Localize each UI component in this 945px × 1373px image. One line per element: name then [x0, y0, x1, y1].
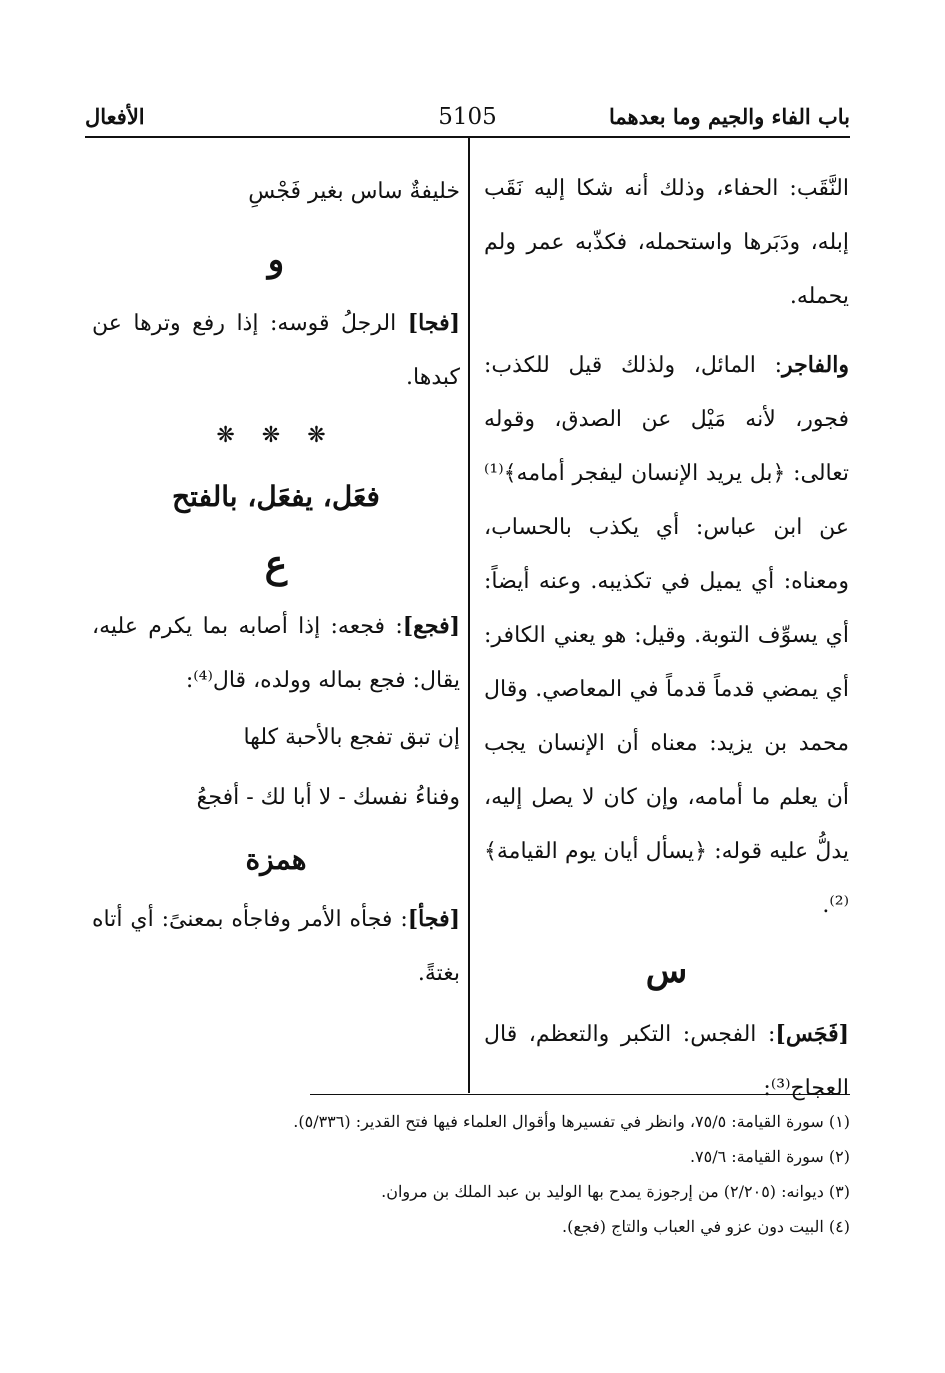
- verse-line: إن تبق تفجع بالأحبة كلها: [243, 725, 460, 750]
- entry-head-faja: [فجا]: [407, 310, 460, 336]
- entry-head-fajas: [فَجَس]: [775, 1021, 849, 1047]
- paragraph-fajaa: [92, 599, 460, 708]
- footnote-rule: [310, 1094, 850, 1095]
- letter-heading-seen: س: [645, 951, 688, 991]
- footnote: (٢) سورة القيامة: ٧٥/٦.: [689, 1147, 850, 1166]
- paragraph-naqab: النَّقَب: الحفاء، وذلك أنه شكا إليه نَقَب إبله، ودَبَرها واستحمله، فكذّبه عمر ولم يحمله.: [484, 176, 849, 309]
- entry-body-fajaa: : فجعه: إذا أصابه بما يكرم عليه، يقال: فجع بماله وولده، قال⁽⁴⁾:: [92, 614, 460, 693]
- entry-body-fajir: : المائل، ولذلك قيل للكذب: فجور، لأنه مَيْل عن الصدق، وقوله تعالى: ﴿بل يريد الإنسان ليفجر أمامه﴾⁽¹⁾ عن ابن عباس: أي يكذب بالحساب، ومعناه: أي يميل في تكذيبه. وعنه أيضاً: أي يسوِّف التوبة. وقيل: هو يعني الكافر: أي يمضي قدماً قدماً في المعاصي. وقال محمد بن يزيد: معناه أن الإنسان يجب أن يعلم ما أمامه، وإن كان لا يصل إليه، يدلُّ عليه قوله: ﴿يسأل أيان يوم القيامة﴾⁽²⁾.: [484, 353, 849, 918]
- entry-body-faja: الرجلُ قوسه: إذا رفع وترها عن كبدها.: [92, 311, 460, 390]
- entry-body-fajas: : الفجس: التكبر والتعظم، قال العجاج⁽³⁾:: [484, 1022, 849, 1101]
- entry-body-fajaa-hamza: : فجأه الأمر وفاجأه بمعنىً: أي أتاه بغتةً.: [92, 907, 460, 986]
- paragraph-fajas: [484, 1007, 849, 1116]
- footnote: (٤) البيت دون عزو في العباب والتاج (فجع).: [561, 1217, 850, 1236]
- chapter-title-header: الأفعال: [85, 104, 145, 129]
- section-heading-faala: فعَل، يفعَل، بالفتح: [172, 480, 380, 513]
- footnotes: [180, 1104, 850, 1244]
- left-column: [92, 162, 460, 1001]
- page-number: 5105: [438, 104, 497, 130]
- letter-heading-ain: ع: [264, 541, 288, 586]
- footnote: (٣) ديوانه: (٢/٢٠٥) من إرجوزة يمدح بها الوليد بن عبد الملك بن مروان.: [381, 1182, 850, 1201]
- verse-line: وفناءُ نفسك - لا أبا لك - أفجعُ: [196, 785, 460, 810]
- section-title-header: باب الفاء والجيم وما بعدهما: [608, 104, 850, 129]
- paragraph-fajir: [484, 338, 849, 933]
- right-column: [484, 162, 849, 1116]
- entry-head-fajir: والفاجر: [781, 352, 849, 378]
- letter-heading-waw: و: [267, 240, 285, 280]
- section-separator-stars: ❋ ❋ ❋: [216, 423, 336, 448]
- section-heading-hamza: همزة: [245, 843, 307, 876]
- paragraph-fajaa-hamza: [92, 892, 460, 1001]
- paragraph-faja: [92, 296, 460, 405]
- entry-head-fajaa: [فجع]: [402, 613, 460, 639]
- column-divider: [468, 137, 470, 1093]
- entry-head-fajaa-hamza: [فجأ]: [407, 906, 460, 932]
- footnote: (١) سورة القيامة: ٧٥/٥، وانظر في تفسيرها وأقوال العلماء فيها فتح القدير: (٥/٣٣٦).: [293, 1112, 850, 1131]
- verse-line: خليفةٌ ساس بغير فَجْسِ: [248, 179, 460, 204]
- page-header: [85, 100, 850, 140]
